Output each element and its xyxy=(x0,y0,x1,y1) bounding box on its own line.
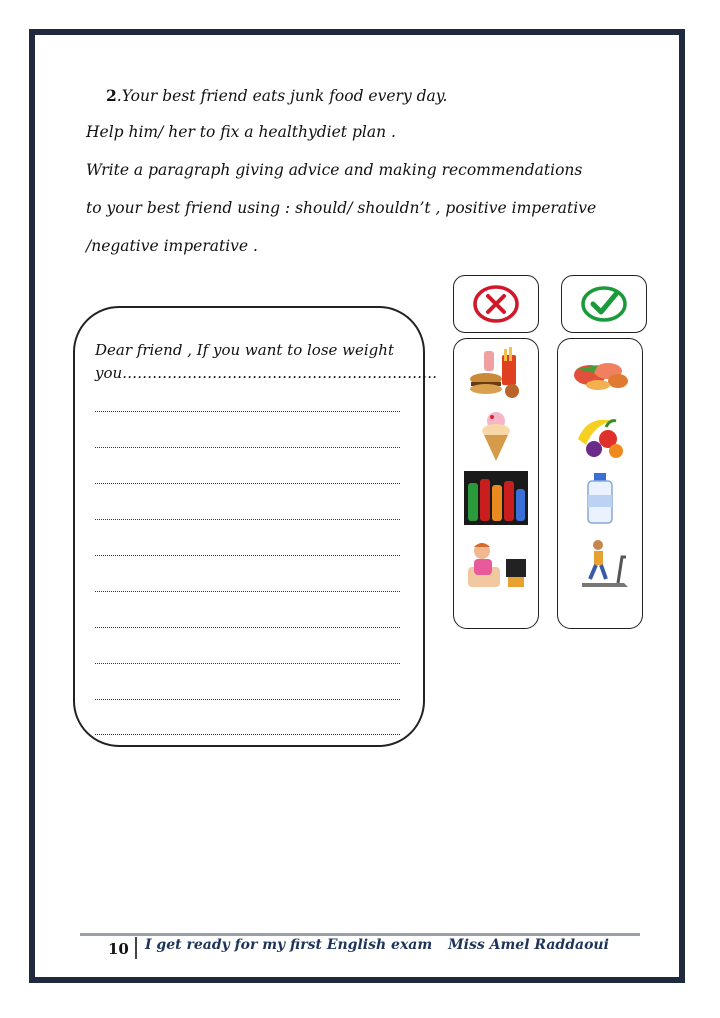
soft-drinks-image xyxy=(464,471,528,525)
healthy-header xyxy=(561,275,647,333)
exercise-line-5: /negative imperative . xyxy=(86,237,258,255)
exercise-line-4: to your best friend using : should/ shouldn’t , positive imperative xyxy=(86,199,597,217)
letter-first-line[interactable]: you……………………………………………………… xyxy=(95,364,438,382)
unhealthy-column xyxy=(453,338,539,629)
red-cross-icon xyxy=(470,282,522,326)
vegetables-image xyxy=(568,345,632,399)
exercise-number: 2 xyxy=(106,86,117,105)
footer-text xyxy=(145,937,609,953)
footer-rule xyxy=(80,933,640,936)
junk-food-image xyxy=(464,345,528,399)
writing-line[interactable] xyxy=(95,699,400,700)
writing-line[interactable] xyxy=(95,591,400,592)
writing-line[interactable] xyxy=(95,447,400,448)
writing-line[interactable] xyxy=(95,411,400,412)
exercise-line-3: Write a paragraph giving advice and making recommendations xyxy=(86,161,583,179)
writing-box[interactable] xyxy=(73,306,438,747)
footer-title: I get ready for my first English exam xyxy=(145,937,433,953)
healthy-column xyxy=(557,338,643,629)
watching-tv-image xyxy=(464,537,528,591)
writing-line[interactable] xyxy=(95,483,400,484)
writing-line[interactable] xyxy=(95,734,400,735)
writing-line[interactable] xyxy=(95,627,400,628)
treadmill-exercise-image xyxy=(568,537,632,591)
exercise-line-2: Help him/ her to fix a healthydiet plan . xyxy=(86,123,396,141)
writing-line[interactable] xyxy=(95,555,400,556)
writing-line[interactable] xyxy=(95,663,400,664)
ice-cream-image xyxy=(464,409,528,463)
unhealthy-header xyxy=(453,275,539,333)
page-number: 10 xyxy=(108,940,129,958)
writing-line[interactable] xyxy=(95,519,400,520)
water-bottle-image xyxy=(568,471,632,525)
footer-separator xyxy=(135,937,137,959)
fruits-image xyxy=(568,409,632,463)
exercise-line-1: 2.Your best friend eats junk food every day. xyxy=(106,86,448,105)
letter-opening: Dear friend , If you want to lose weight xyxy=(95,341,394,359)
green-check-icon xyxy=(578,282,630,326)
footer-author: Miss Amel Raddaoui xyxy=(448,937,609,953)
